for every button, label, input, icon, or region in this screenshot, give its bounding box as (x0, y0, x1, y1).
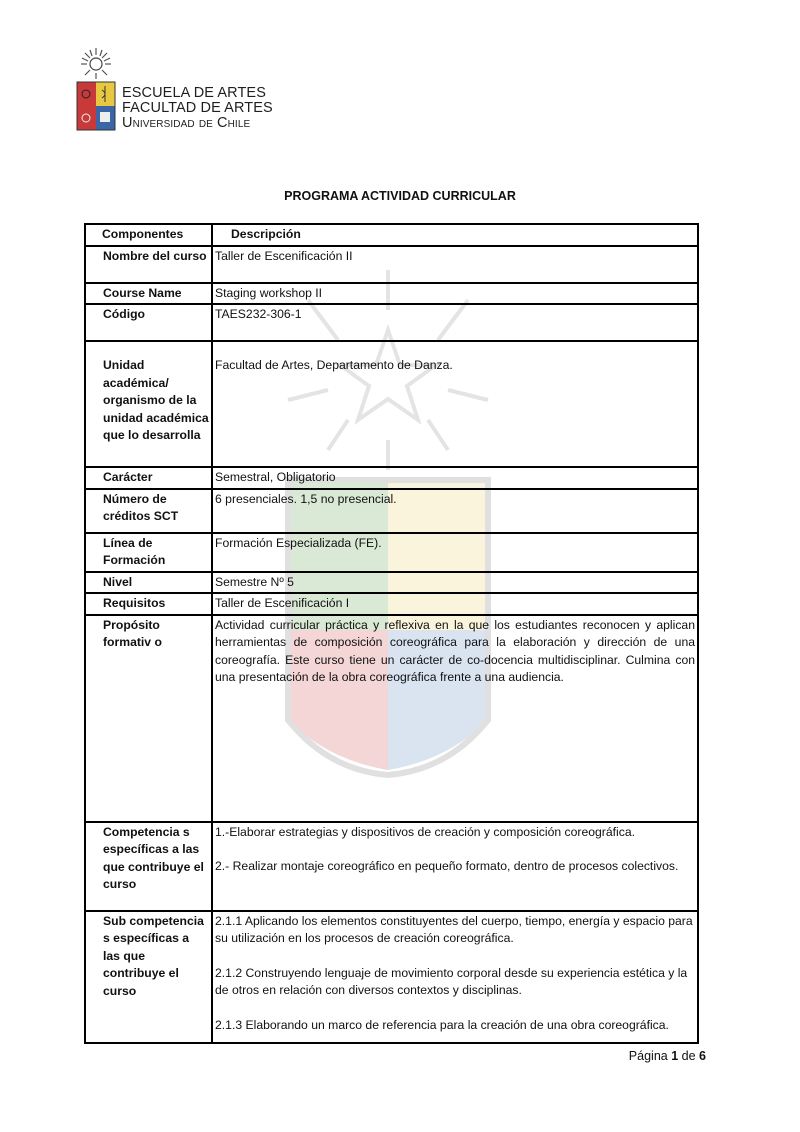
row-value: Facultad de Artes, Departamento de Danza. (212, 341, 698, 467)
shield-icon (77, 82, 115, 130)
row-value: Formación Especializada (FE). (212, 533, 698, 572)
row-value: Actividad curricular práctica y reflexiva en la que los estudiantes reconocen y aplican herramientas de composición coreográfica para la elaboración y dirección de una coreografía. Este curso tiene un carácter de co-docencia multidisciplinar. Culmina con una presentación de la obra coreográfica frente a una audiencia. (212, 615, 698, 822)
sub-competency-item: 2.1.2 Construyendo lenguaje de movimiento corporal desde su experiencia estética y la de otros en relación con diversos contextos y disciplinas. (215, 965, 688, 997)
row-value: 6 presenciales. 1,5 no presencial. (212, 489, 698, 533)
competency-item: 1.-Elaborar estrategias y dispositivos de creación y composición coreográfica. (215, 824, 635, 839)
row-label: Carácter (85, 467, 212, 489)
table-row (85, 572, 698, 594)
row-value: TAES232-306-1 (212, 304, 698, 341)
page-footer (629, 1049, 706, 1063)
program-table (84, 223, 699, 1044)
row-value: Semestral, Obligatorio (212, 467, 698, 489)
table-row (85, 911, 698, 1043)
table-header-row (85, 224, 698, 246)
header-description: Descripción (212, 224, 698, 246)
row-label: Propósito formativ o (85, 615, 212, 822)
logo-university: Universidad de Chile (122, 115, 251, 131)
header-components: Componentes (85, 224, 212, 246)
sub-competency-item: 2.1.3 Elaborando un marco de referencia para la creación de una obra coreográfica. (215, 1017, 669, 1032)
row-label: Número de créditos SCT (85, 489, 212, 533)
logo-faculty: FACULTAD DE ARTES (122, 100, 273, 116)
star-rays-icon (81, 48, 111, 79)
row-value (212, 911, 698, 1043)
logo-text (122, 86, 273, 131)
row-value: Staging workshop II (212, 283, 698, 305)
table-row (85, 283, 698, 305)
table-row (85, 533, 698, 572)
page-total: 6 (699, 1049, 706, 1063)
document-title: PROGRAMA ACTIVIDAD CURRICULAR (284, 189, 516, 203)
row-label: Unidad académica/ organismo de la unidad académica que lo desarrolla (85, 341, 212, 467)
table-row (85, 615, 698, 822)
competency-item: 2.- Realizar montaje coreográfico en pequeño formato, dentro de procesos colectivos. (215, 859, 679, 873)
row-label: Competencia s específicas a las que contribuye el curso (85, 822, 212, 911)
row-label: Course Name (85, 283, 212, 305)
table-row (85, 341, 698, 467)
table-row (85, 246, 698, 283)
row-label: Requisitos (85, 593, 212, 615)
table-row (85, 489, 698, 533)
table-row (85, 822, 698, 911)
of-word: de (681, 1049, 696, 1063)
row-value: Taller de Escenificación I (212, 593, 698, 615)
logo-school: ESCUELA DE ARTES (122, 85, 266, 101)
sub-competency-item: 2.1.1 Aplicando los elementos constituyentes del cuerpo, tiempo, energía y espacio para su utilización en los procesos de creación coreográfica. (215, 913, 693, 945)
page-word: Página (628, 1049, 668, 1063)
row-label: Nivel (85, 572, 212, 594)
row-value: Taller de Escenificación II (212, 246, 698, 283)
table-row (85, 467, 698, 489)
table-row (85, 593, 698, 615)
row-label: Código (85, 304, 212, 341)
table-row (85, 304, 698, 341)
row-value: Semestre Nº 5 (212, 572, 698, 594)
row-label: Línea de Formación (85, 533, 212, 572)
page-number: 1 (671, 1049, 679, 1063)
row-label: Nombre del curso (85, 246, 212, 283)
row-value (212, 822, 698, 911)
row-label: Sub competencia s específicas a las que contribuye el curso (85, 911, 212, 1043)
